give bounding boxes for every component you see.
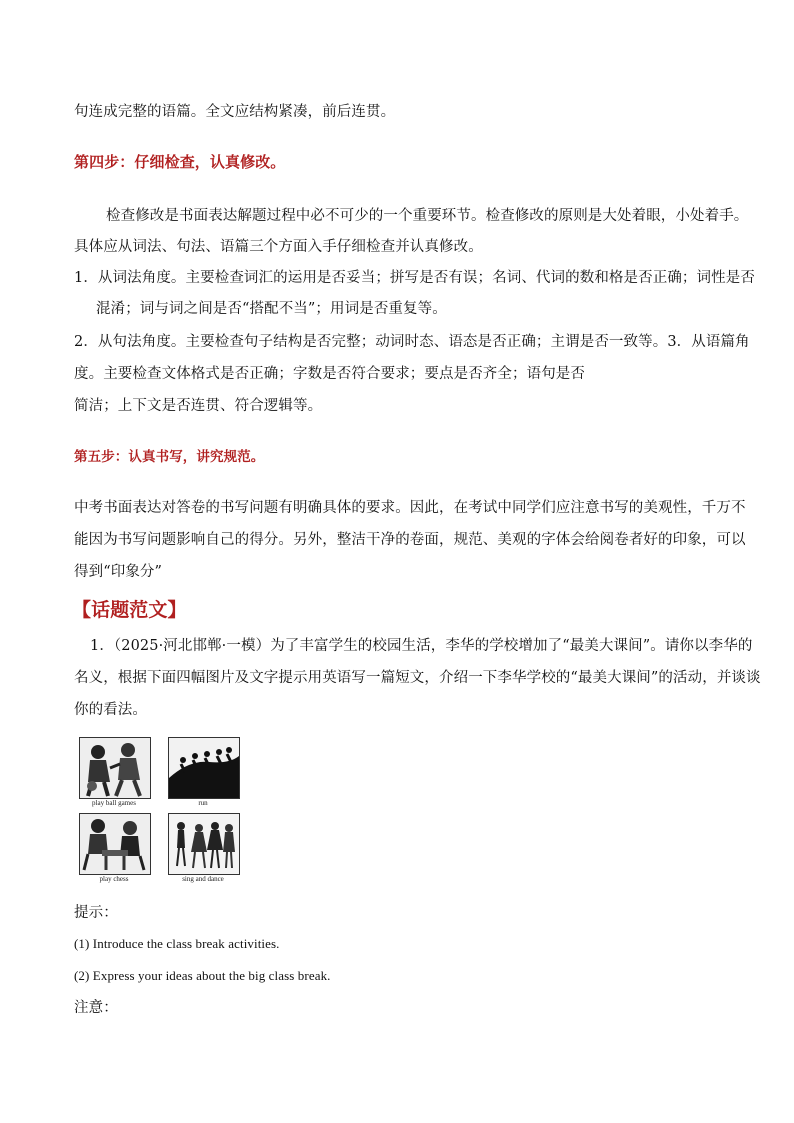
hint-label: 提示： (74, 905, 118, 921)
caption-play-chess: play chess (99, 875, 129, 883)
writing-paragraph-line-1: 中考书面表达对答卷的书写问题有明确具体的要求。因此，在考试中同学们应注意书写的美观性，千万不 (74, 500, 746, 516)
checking-paragraph-line-2: 具体应从词法、句法、语篇三个方面入手仔细检查并认真修改。 (74, 239, 483, 255)
syntax-check-line-3: 简洁；上下文是否连贯、符合逻辑等。 (74, 398, 323, 414)
lexical-check-line-2: 混淆；词与词之间是否“搭配不当”；用词是否重复等。 (96, 301, 447, 317)
syntax-check-line-1: 2．从句法角度。主要检查句子结构是否完整；动词时态、语态是否正确；主谓是否一致等。3．从语篇角 (74, 334, 750, 350)
question-line-1: 1．（2025·河北邯郸·一模）为了丰富学生的校园生活，李华的学校增加了“最美大课间”。请你以李华的 (90, 638, 753, 654)
play-ball-games-picture (79, 737, 151, 799)
note-label: 注意： (74, 1000, 118, 1016)
section-title: 【话题范文】 (72, 599, 187, 621)
question-line-2: 名义，根据下面四幅图片及文字提示用英语写一篇短文，介绍一下李华学校的“最美大课间”的活动，并谈谈 (74, 670, 761, 686)
caption-sing-and-dance: sing and dance (182, 875, 224, 883)
sing-and-dance-picture (168, 813, 240, 875)
syntax-check-line-2: 度。主要检查文体格式是否正确；字数是否符合要求；要点是否齐全；语句是否 (74, 366, 585, 382)
lexical-check-line-1: 1．从词法角度。主要检查词汇的运用是否妥当；拼写是否有误；名词、代词的数和格是否正确；词性是否 (74, 270, 755, 286)
writing-paragraph-line-2: 能因为书写问题影响自己的得分。另外，整洁干净的卷面，规范、美观的字体会给阅卷者好的印象，可以 (74, 532, 746, 548)
run-picture (168, 737, 240, 799)
checking-paragraph-line-1: 检查修改是书面表达解题过程中必不可少的一个重要环节。检查修改的原则是大处着眼，小处着手。 (106, 208, 749, 224)
paragraph-continuation: 句连成完整的语篇。全文应结构紧凑，前后连贯。 (74, 104, 396, 120)
hint-item-1: (1) Introduce the class break activities. (74, 936, 280, 951)
activity-pictures (76, 737, 240, 885)
question-line-3: 你的看法。 (74, 702, 147, 718)
caption-run: run (198, 799, 208, 807)
hint-item-2: (2) Express your ideas about the big class break. (74, 968, 331, 983)
play-chess-picture (79, 813, 151, 875)
step-four-heading: 第四步：仔细检查，认真修改。 (74, 153, 286, 171)
caption-play-ball-games: play ball games (92, 799, 136, 807)
step-five-heading: 第五步：认真书写，讲究规范。 (74, 449, 265, 465)
writing-paragraph-line-3: 得到“印象分” (74, 564, 163, 580)
